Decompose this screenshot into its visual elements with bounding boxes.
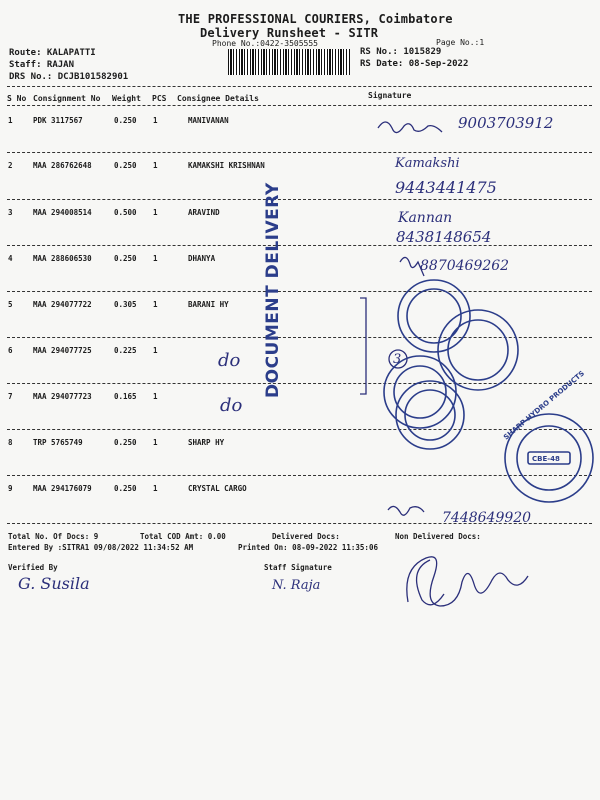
row-consignment: MAA 294077723: [33, 392, 92, 401]
row-weight: 0.250: [114, 116, 137, 125]
hand-phone-row1: 9003703912: [458, 114, 554, 132]
total-cod: Total COD Amt: 0.00: [140, 532, 226, 541]
hand-count-row5: 3: [393, 352, 402, 367]
row-sno: 3: [8, 208, 13, 217]
rs-date: RS Date: 08-Sep-2022: [360, 59, 469, 69]
row-pcs: 1: [153, 116, 158, 125]
row-pcs: 1: [153, 346, 158, 355]
row-pcs: 1: [153, 161, 158, 170]
row-consignee: BARANI HY: [188, 300, 229, 309]
staff-label: Staff: RAJAN: [9, 60, 75, 70]
row-weight: 0.250: [114, 438, 137, 447]
row-sno: 7: [8, 392, 13, 401]
row-weight: 0.305: [114, 300, 137, 309]
row-sno: 4: [8, 254, 13, 263]
col-weight: Weight: [112, 94, 141, 103]
hand-ditto-row6: do: [218, 350, 241, 371]
col-consignment: Consignment No: [33, 94, 101, 103]
hand-phone-row2: 9443441475: [395, 178, 497, 197]
col-pcs: PCS: [152, 94, 167, 103]
row-consignee: KAMAKSHI KRISHNAN: [188, 161, 265, 170]
stamp-ring-text: SHARP HYDRO PRODUCTS: [502, 369, 586, 442]
main-signature: [407, 557, 528, 606]
row-sno: 9: [8, 484, 13, 493]
hand-phone-row4: 8870469262: [420, 258, 510, 274]
non-delivered-docs: Non Delivered Docs:: [395, 532, 481, 541]
col-sno: S No: [7, 94, 27, 103]
row-weight: 0.225: [114, 346, 137, 355]
signature-row9: [388, 506, 424, 515]
row-weight: 0.165: [114, 392, 137, 401]
row-consignee: ARAVIND: [188, 208, 220, 217]
row-consignment: MAA 294077725: [33, 346, 92, 355]
row-sno: 6: [8, 346, 13, 355]
hand-ditto-row7: do: [220, 395, 243, 416]
row-sno: 5: [8, 300, 13, 309]
col-consignee: Consignee Details: [177, 94, 259, 103]
row-consignment: MAA 294176079: [33, 484, 92, 493]
verified-by-label: Verified By: [8, 563, 58, 572]
row-consignment: MAA 294077722: [33, 300, 92, 309]
hand-name-row3: Kannan: [398, 210, 453, 226]
total-docs: Total No. Of Docs: 9: [8, 532, 99, 541]
bracket-rows5-7: [360, 298, 366, 394]
row-consignee: CRYSTAL CARGO: [188, 484, 247, 493]
row-sno: 2: [8, 161, 13, 170]
delivered-docs: Delivered Docs:: [272, 532, 340, 541]
row-pcs: 1: [153, 392, 158, 401]
row-weight: 0.250: [114, 484, 137, 493]
phone-number: Phone No.:0422-3505555: [212, 39, 318, 48]
row-consignment: PDK 3117567: [33, 116, 83, 125]
row-pcs: 1: [153, 438, 158, 447]
page-number: Page No.:1: [436, 38, 485, 47]
staff-signature-writing: N. Raja: [272, 578, 321, 593]
rs-number: RS No.: 1015829: [360, 47, 442, 57]
entered-by: Entered By :SITRA1 09/08/2022 11:34:52 AM: [8, 543, 194, 552]
drs-number: DRS No.: DCJB101582901: [9, 72, 129, 82]
stamp-code: CBE-48: [532, 455, 560, 463]
row-pcs: 1: [153, 300, 158, 309]
col-signature: Signature: [368, 91, 412, 100]
signature-row4: [400, 257, 424, 276]
row-pcs: 1: [153, 208, 158, 217]
stamp-label: DOCUMENT DELIVERY: [263, 182, 283, 398]
staff-signature-label: Staff Signature: [264, 563, 332, 572]
row-consignee: MANIVANAN: [188, 116, 229, 125]
row-pcs: 1: [153, 484, 158, 493]
row-consignee: SHARP HY: [188, 438, 225, 447]
row-weight: 0.500: [114, 208, 137, 217]
row-sno: 8: [8, 438, 13, 447]
company-title: THE PROFESSIONAL COURIERS, Coimbatore: [178, 12, 453, 26]
hand-phone-row9: 7448649920: [442, 510, 532, 526]
row-consignment: TRP 5765749: [33, 438, 83, 447]
verified-signature: G. Susila: [18, 574, 90, 593]
row-weight: 0.250: [114, 254, 137, 263]
row-sno: 1: [8, 116, 13, 125]
row-consignee: DHANYA: [188, 254, 216, 263]
row-consignment: MAA 288606530: [33, 254, 92, 263]
runsheet-subtitle: Delivery Runsheet - SITR: [200, 26, 379, 40]
row-consignment: MAA 294008514: [33, 208, 92, 217]
row-pcs: 1: [153, 254, 158, 263]
row-consignment: MAA 286762648: [33, 161, 92, 170]
route-label: Route: KALAPATTI: [9, 48, 96, 58]
hand-phone-row3: 8438148654: [396, 228, 492, 246]
printed-on: Printed On: 08-09-2022 11:35:06: [238, 543, 378, 552]
signature-row1: [378, 122, 442, 133]
hand-name-row2: Kamakshi: [395, 156, 460, 171]
row-weight: 0.250: [114, 161, 137, 170]
